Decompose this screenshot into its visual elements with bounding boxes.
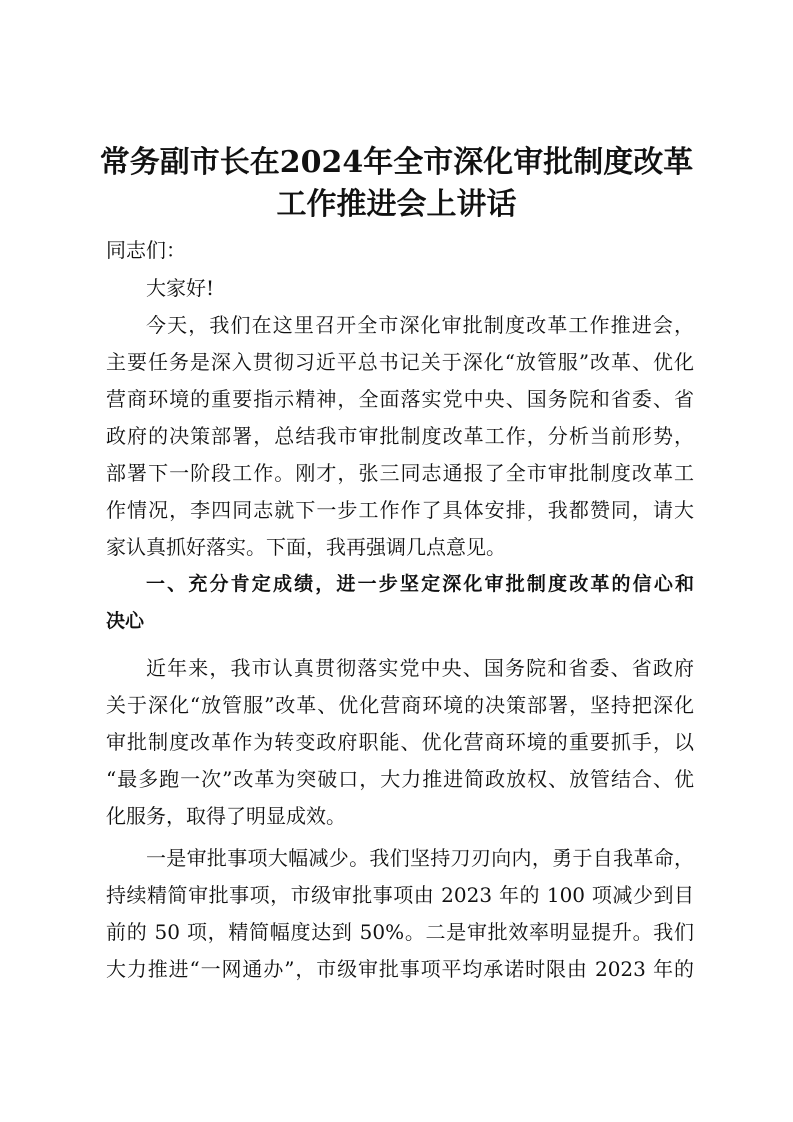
paragraph-2-line: “最多跑一次”改革为突破口，大力推进简政放权、放管结合、优 — [106, 767, 694, 791]
paragraph-3-line: 前的 50 项，精简幅度达到 50%。二是审批效率明显提升。我们 — [106, 920, 694, 944]
paragraph-1-line: 营商环境的重要指示精神，全面落实党中央、国务院和省委、省 — [106, 387, 694, 411]
paragraph-1-line: 家认真抓好落实。下面，我再强调几点意见。 — [106, 535, 506, 559]
paragraph-2-line: 近年来，我市认真贯彻落实党中央、国务院和省委、省政府 — [146, 656, 694, 680]
paragraph-2-line: 化服务，取得了明显成效。 — [106, 804, 346, 828]
paragraph-3-line: 一是审批事项大幅减少。我们坚持刀刃向内，勇于自我革命， — [146, 846, 694, 870]
paragraph-1-line: 主要任务是深入贯彻习近平总书记关于深化“放管服”改革、优化 — [106, 350, 694, 374]
section-heading-1-line: 一、充分肯定成绩，进一步坚定深化审批制度改革的信心和 — [146, 573, 694, 595]
section-heading-1-line: 决心 — [106, 610, 145, 632]
paragraph-1-line: 部署下一阶段工作。刚才，张三同志通报了全市审批制度改革工 — [106, 461, 694, 485]
document-title-line-1: 常务副市长在2024年全市深化审批制度改革 — [99, 145, 694, 180]
paragraph-2-line: 审批制度改革作为转变政府职能、优化营商环境的重要抓手，以 — [106, 730, 694, 754]
greeting: 大家好! — [146, 276, 215, 300]
salutation: 同志们： — [106, 238, 186, 262]
paragraph-1-line: 作情况，李四同志就下一步工作作了具体安排，我都赞同，请大 — [106, 498, 694, 522]
document-title-line-2: 工作推进会上讲话 — [276, 187, 517, 222]
paragraph-1-line: 政府的决策部署，总结我市审批制度改革工作，分析当前形势， — [106, 424, 694, 448]
paragraph-1-line: 今天，我们在这里召开全市深化审批制度改革工作推进会， — [146, 313, 694, 337]
paragraph-3-line: 大力推进“一网通办”，市级审批事项平均承诺时限由 2023 年的 — [106, 957, 694, 981]
paragraph-3-line: 持续精简审批事项，市级审批事项由 2023 年的 100 项减少到目 — [106, 883, 694, 907]
paragraph-2-line: 关于深化“放管服”改革、优化营商环境的决策部署，坚持把深化 — [106, 693, 694, 717]
